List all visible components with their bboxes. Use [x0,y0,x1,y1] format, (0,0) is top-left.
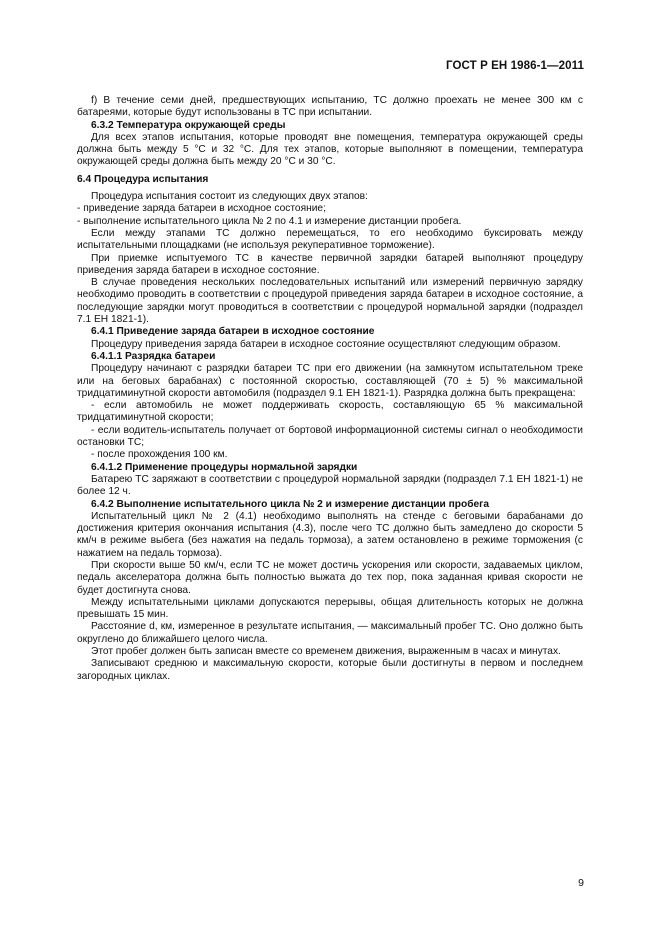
section-heading: 6.4.1 Приведение заряда батареи в исходное состояние [91,326,375,338]
paragraph: Этот пробег должен быть записан вместе со временем движения, выраженным в часах и минутах. [91,646,561,658]
paragraph: Процедуру приведения заряда батареи в исходное состояние осуществляют следующим образом. [91,338,561,350]
list-item: - если автомобиль не может поддерживать скорость, составляющую 65 % максимальной тридцатиминутной скорости; [77,400,583,424]
paragraph: Процедура испытания состоит из следующих двух этапов: [91,191,368,203]
list-item: - выполнение испытательного цикла № 2 по 4.1 и измерение дистанции пробега. [77,215,462,227]
paragraph: f) В течение семи дней, предшествующих испытанию, ТС должно проехать не менее 300 км с батареями, которые будут использованы в ТС при испытании. [77,95,583,119]
paragraph: Записывают среднюю и максимальную скорости, которые были достигнуты в первом и последнем загородных циклах. [77,658,583,682]
paragraph: Расстояние d, км, измеренное в результате испытания, — максимальный пробег ТС. Оно должно быть округлено до ближайшего целого числа. [77,621,583,645]
paragraph: Для всех этапов испытания, которые проводят вне помещения, температура окружающей среды должна быть между 5 °C и 32 °C. Для тех этапов, которые выполняют в помещении, температура окружающей среды должна быть между 20 °C и 30 °C. [77,131,583,168]
paragraph: При скорости выше 50 км/ч, если ТС не может достичь ускорения или скорости, задаваемых циклом, педаль акселератора должна быть полностью выжата до тех пор, пока заданная кривая скорости не будет достигнута снова. [77,559,583,596]
list-item: - после прохождения 100 км. [91,449,228,461]
section-heading: 6.4 Процедура испытания [77,173,209,185]
paragraph: Между испытательными циклами допускаются перерывы, общая длительность которых не должна превышать 15 мин. [77,596,583,621]
paragraph: В случае проведения нескольких последовательных испытаний или измерений первичную зарядку необходимо проводить в соответствии с процедурой приведения заряда батареи в исходное состояние, а последующие зарядки могут проводиться в соответствии с процедурой нормальной зарядки (подраздел 7.1 ЕН 1821-1). [77,277,583,326]
list-item: - если водитель-испытатель получает от бортовой информационной системы сигнал о необходимости остановки ТС; [77,424,583,449]
section-heading: 6.4.1.2 Применение процедуры нормальной зарядки [91,461,358,473]
section-heading: 6.4.1.1 Разрядка батареи [91,350,216,362]
paragraph: При приемке испытуемого ТС в качестве первичной зарядки батарей выполняют процедуру приведения заряда батареи в исходное состояние. [77,252,583,276]
document-body [77,95,583,683]
paragraph: Испытательный цикл № 2 (4.1) необходимо выполнять на стенде с беговыми барабанами до достижения критерия окончания испытания (4.3), после чего ТС должно быть замедлено до скорости 5 км/ч в режиме выбега (без нажатия на педаль тормоза), а затем остановлено в режиме торможения (с нажатием на педаль тормоза). [77,510,583,559]
paragraph: Если между этапами ТС должно перемещаться, то его необходимо буксировать между испытательными площадками (не используя рекуперативное торможение). [77,227,583,252]
section-heading: 6.4.2 Выполнение испытательного цикла № 2 и измерение дистанции пробега [91,498,490,510]
document-code: ГОСТ Р ЕН 1986-1—2011 [446,60,584,72]
paragraph: Процедуру начинают с разрядки батареи ТС при его движении (на замкнутом испытательном треке или на беговых барабанах) с постоянной скоростью, составляющей (70 ± 5) % максимальной тридцатиминутной скорости автомобиля (подраздел 9.1 ЕН 1821-1). Разрядка должна быть прекращена: [77,363,583,399]
list-item: - приведение заряда батареи в исходное состояние; [77,203,326,215]
page-number: 9 [578,877,584,889]
paragraph: Батарею ТС заряжают в соответствии с процедурой нормальной зарядки (подраздел 7.1 ЕН 1821-1) не более 12 ч. [77,473,583,498]
section-heading: 6.3.2 Температура окружающей среды [91,119,286,131]
